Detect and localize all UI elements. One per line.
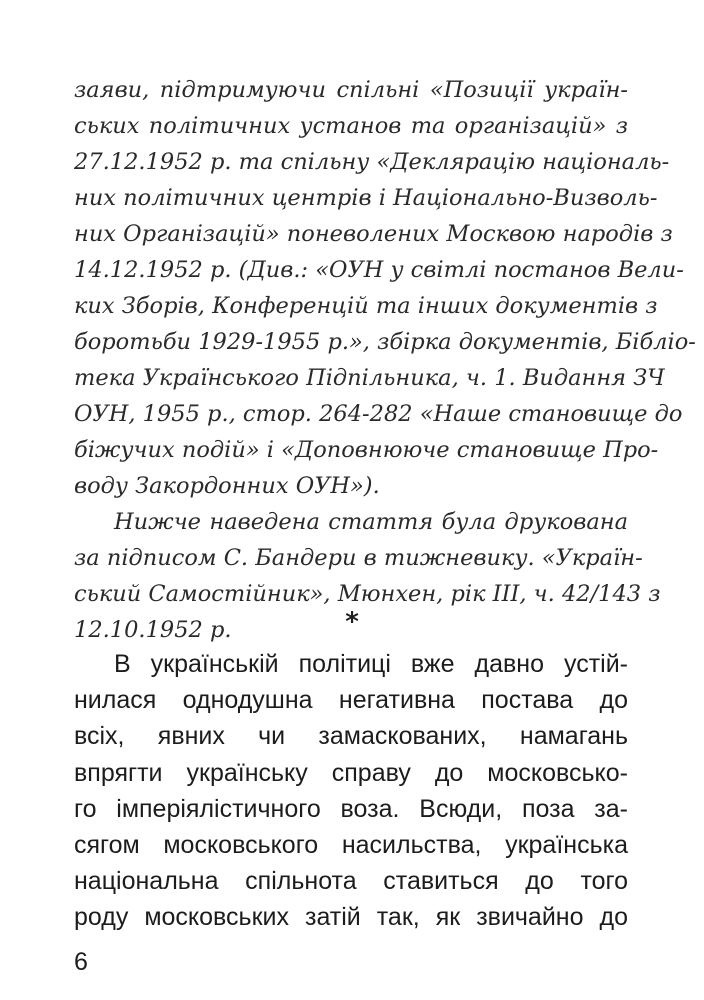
page-number: 6 (74, 948, 88, 976)
text-line: ких Зборів, Конференцій та інших документів з (74, 293, 658, 319)
text-line: 27.12.1952 р. та спільну «Деклярацію національ- (74, 149, 670, 175)
text-line: роду московських затій так, як звичайно до (74, 903, 628, 932)
text-line: заяви, підтримуючи спільні «Позиції україн- (74, 77, 628, 103)
section-separator: * (345, 607, 359, 637)
article-body (74, 646, 628, 936)
text-line: нилася однодушна негативна постава до (74, 686, 628, 715)
text-line: впрягти українську справу до московсько- (74, 758, 628, 787)
text-line: воду Закордонних ОУН»). (74, 473, 380, 499)
editorial-note (74, 72, 696, 648)
text-line: Нижче наведена стаття була друкована (114, 509, 628, 535)
text-line: біжучих подій» і «Доповнююче становище Про- (74, 437, 659, 463)
text-line: всіх, явних чи замаскованих, намагань (74, 722, 628, 751)
text-line: національна спільнота ставиться до того (74, 867, 628, 896)
text-line: тека Українського Підпільника, ч. 1. Видання ЗЧ (74, 365, 665, 391)
text-line: 14.12.1952 р. (Див.: «ОУН у світлі постанов Вели- (74, 257, 684, 283)
text-line: них Організацій» поневолених Москвою народів з (74, 221, 673, 247)
text-line: ський Самостійник», Мюнхен, рік III, ч. 42/143 з (74, 581, 661, 607)
text-line: сягом московського насильства, українська (74, 830, 628, 859)
text-line: ОУН, 1955 р., стор. 264-282 «Наше становище до (74, 401, 683, 427)
text-line: ських політичних установ та організацій» з (74, 113, 628, 139)
text-line: за підписом С. Бандери в тижневику. «Україн- (74, 545, 643, 571)
text-line: го імперіялістичного воза. Всюди, поза за- (74, 794, 628, 823)
text-line: боротьби 1929-1955 р.», збірка документів, Бібліо- (74, 329, 696, 355)
text-line: них політичних центрів і Національно-Визволь- (74, 185, 658, 211)
text-line: 12.10.1952 р. (74, 617, 232, 643)
text-line: В українській політиці вже давно устій- (114, 650, 628, 678)
